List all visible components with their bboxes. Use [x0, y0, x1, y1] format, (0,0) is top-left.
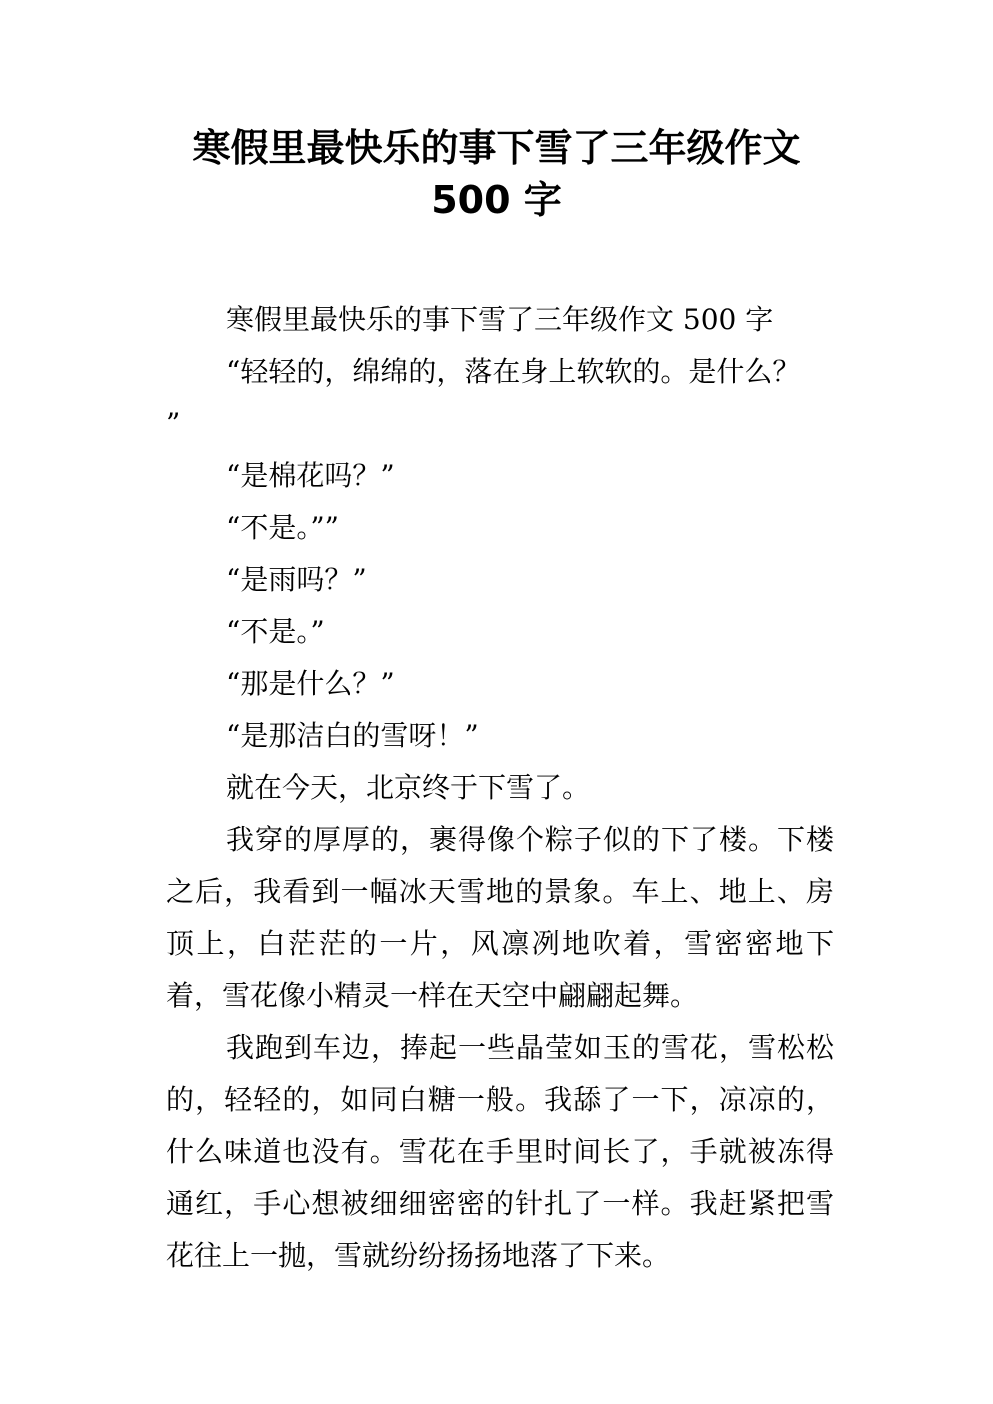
body-paragraph: 就在今天，北京终于下雪了。 — [226, 771, 591, 804]
dialogue-line: “是棉花吗？” — [226, 459, 395, 492]
body-subtitle: 寒假里最快乐的事下雪了三年级作文 500 字 — [226, 303, 774, 336]
body-paragraph: 我跑到车边，捧起一些晶莹如玉的雪花，雪松松的，轻轻的，如同白糖一般。我舔了一下，凉凉的，什么味道也没有。雪花在手里时间长了，手就被冻得通红，手心想被细细密密的针扎了一样。我赶紧把雪花往上一抛，雪就纷纷扬扬地落了下来。 — [166, 1031, 834, 1272]
dialogue-line: “轻轻的，绵绵的，落在身上软软的。是什么？ — [226, 355, 801, 388]
dialogue-line: “那是什么？” — [226, 667, 395, 700]
document-title-line-1: 寒假里最快乐的事下雪了三年级作文 — [192, 126, 801, 170]
dialogue-line: “不是。”” — [226, 511, 339, 544]
dialogue-line: ” — [166, 407, 181, 440]
document-body — [166, 294, 834, 1282]
dialogue-line: “是雨吗？” — [226, 563, 367, 596]
dialogue-line: “是那洁白的雪呀！” — [226, 719, 479, 752]
body-paragraph: 我穿的厚厚的，裹得像个粽子似的下了楼。下楼之后，我看到一幅冰天雪地的景象。车上、地上、房顶上，白茫茫的一片，风凛冽地吹着，雪密密地下着，雪花像小精灵一样在天空中翩翩起舞。 — [166, 823, 834, 1012]
dialogue-line: “不是。” — [226, 615, 325, 648]
document-title-line-2: 500 字 — [431, 178, 562, 222]
